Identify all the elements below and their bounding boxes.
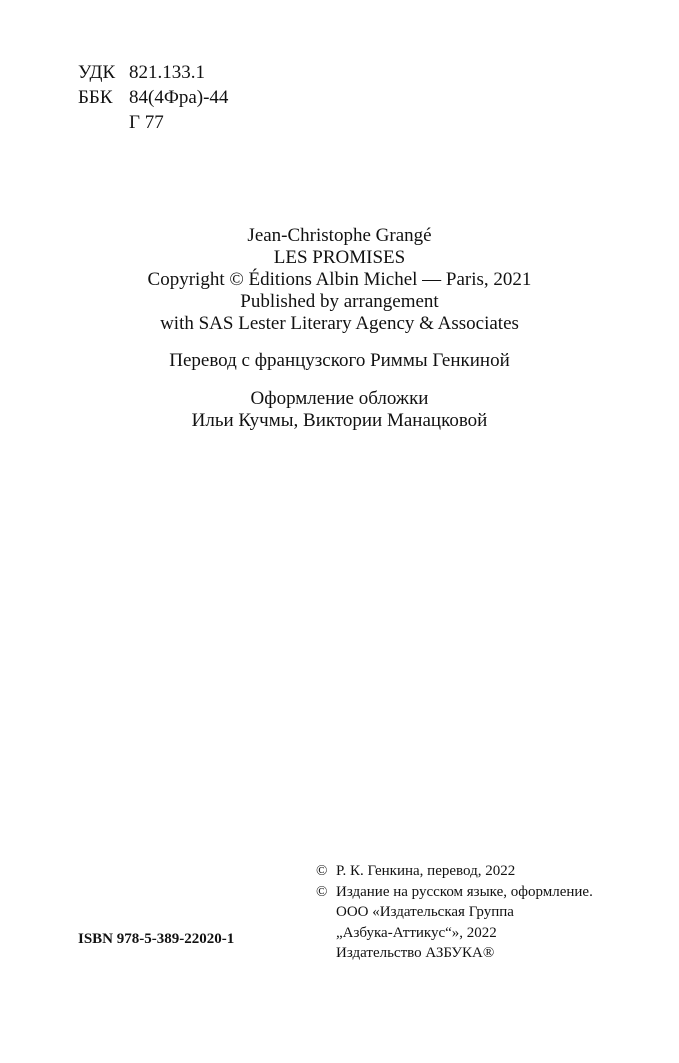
copyright-icon: © bbox=[316, 863, 328, 879]
bbk-row bbox=[78, 85, 228, 110]
cover-designers: Ильи Кучмы, Виктории Манацковой bbox=[191, 410, 488, 431]
copyright-icon: © bbox=[316, 883, 328, 900]
copyright-translation-row bbox=[316, 861, 593, 882]
copyright-edition-row bbox=[316, 882, 593, 903]
publisher-row bbox=[316, 923, 593, 944]
bbk-key: ББК bbox=[78, 87, 113, 108]
classification-block bbox=[78, 60, 228, 135]
udk-row bbox=[78, 60, 228, 85]
isbn: ISBN 978-5-389-22020-1 bbox=[78, 931, 235, 947]
original-copyright: Copyright © Éditions Albin Michel — Paris, 2021 bbox=[147, 269, 532, 290]
author-mark: Г 77 bbox=[129, 112, 164, 133]
publisher-row bbox=[316, 902, 593, 923]
publishing-arrangement: Published by arrangement bbox=[240, 291, 439, 312]
publisher-group-line1: ООО «Издательская Группа bbox=[336, 904, 514, 920]
original-author: Jean-Christophe Grangé bbox=[247, 225, 432, 246]
original-edition-credits bbox=[0, 225, 679, 335]
publisher-row bbox=[316, 943, 593, 964]
publisher-group-line2: „Азбука-Аттикус“», 2022 bbox=[336, 924, 497, 941]
translator-line: Перевод с французского Риммы Генкиной bbox=[169, 350, 510, 371]
copyright-notices bbox=[316, 861, 593, 964]
cover-design-credit bbox=[0, 388, 679, 432]
bbk-value: 84(4Фра)-44 bbox=[129, 87, 229, 108]
udk-value: 821.133.1 bbox=[129, 62, 205, 83]
literary-agency: with SAS Lester Literary Agency & Associates bbox=[160, 313, 519, 334]
udk-key: УДК bbox=[78, 62, 116, 83]
cover-design-label: Оформление обложки bbox=[250, 388, 429, 409]
translation-credit bbox=[0, 350, 679, 372]
copyright-translation-text: Р. К. Генкина, перевод, 2022 bbox=[336, 863, 516, 879]
copyright-edition-text: Издание на русском языке, оформление. bbox=[336, 883, 593, 900]
publisher-imprint: Издательство АЗБУКА® bbox=[336, 945, 495, 961]
original-title: LES PROMISES bbox=[273, 247, 406, 268]
